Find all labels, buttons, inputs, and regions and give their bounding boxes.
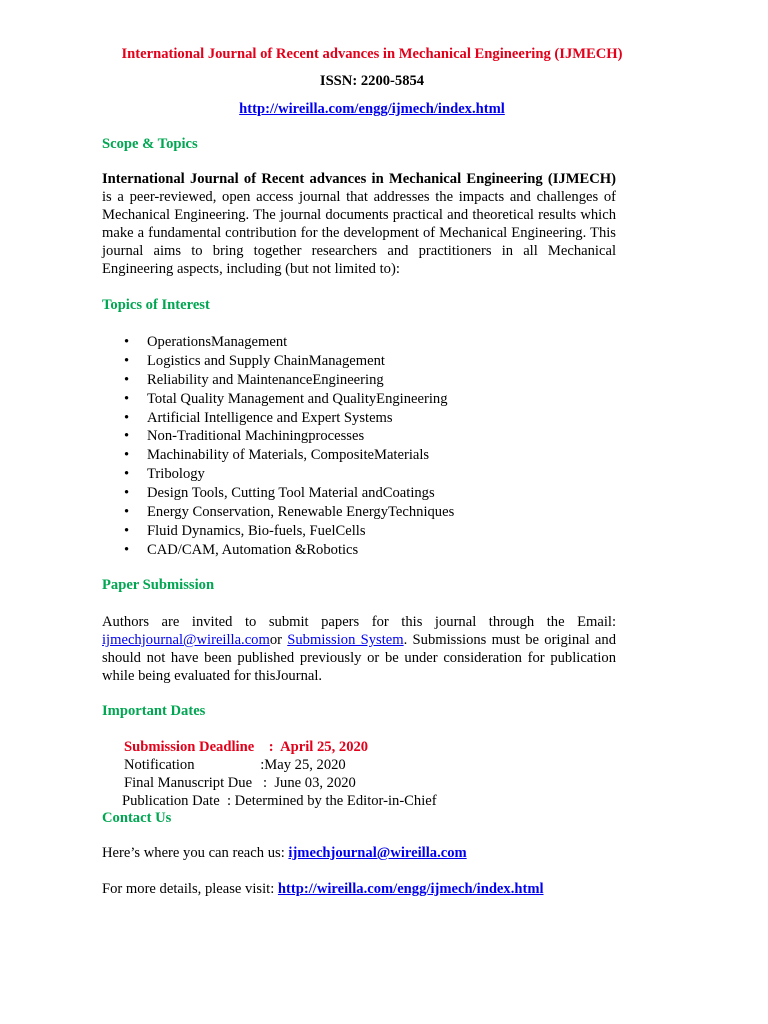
topic-item: [102, 503, 454, 522]
bullet-icon: •: [124, 466, 130, 483]
topic-label: Machinability of Materials, CompositeMaterials: [147, 447, 430, 464]
submission-text-after: . Submissions must be original and should not have been published previously or be under consideration for publication while being evaluated for thisJournal.: [102, 632, 616, 684]
bullet-icon: •: [124, 504, 130, 521]
contact-email-link[interactable]: ijmechjournal@wireilla.com: [288, 845, 467, 861]
home-link-wrapper: [102, 101, 642, 118]
contact-details-text: For more details, please visit:: [102, 881, 278, 897]
bullet-icon: •: [124, 522, 130, 539]
topic-item: [102, 522, 454, 541]
scope-heading: Scope & Topics: [102, 136, 198, 152]
submission-deadline: Submission Deadline : April 25, 2020: [124, 739, 369, 755]
topic-label: Tribology: [147, 466, 205, 483]
important-dates: [102, 738, 616, 810]
submission-system-link[interactable]: Submission System: [287, 632, 404, 648]
bullet-icon: •: [124, 352, 130, 369]
bullet-icon: •: [124, 371, 130, 388]
topics-list: [102, 333, 454, 560]
topics-heading: Topics of Interest: [102, 297, 210, 313]
scope-paragraph: [102, 170, 616, 278]
topic-item: [102, 390, 454, 409]
issn: ISSN: 2200-5854: [319, 73, 425, 89]
contact-reach-text: Here’s where you can reach us:: [102, 845, 289, 861]
bullet-icon: •: [124, 409, 130, 426]
topic-item: [102, 541, 454, 560]
topic-label: Fluid Dynamics, Bio-fuels, FuelCells: [147, 522, 366, 539]
bullet-icon: •: [124, 428, 130, 445]
contact-details-link[interactable]: http://wireilla.com/engg/ijmech/index.html: [277, 881, 544, 897]
topic-item: [102, 371, 454, 390]
submission-paragraph: [102, 613, 616, 685]
contact-reach-line: [102, 845, 467, 862]
topic-item: [102, 333, 454, 352]
topic-item: [102, 352, 454, 371]
topic-label: CAD/CAM, Automation &Robotics: [147, 541, 359, 558]
journal-title: International Journal of Recent advances in Mechanical Engineering (IJMECH): [121, 46, 623, 62]
bullet-icon: •: [124, 334, 130, 350]
submission-email-link[interactable]: ijmechjournal@wireilla.com: [102, 632, 270, 648]
bullet-icon: •: [124, 447, 130, 464]
dates-heading: Important Dates: [102, 703, 206, 719]
submission-text-or: or: [269, 632, 288, 648]
topic-item: [102, 465, 454, 484]
publication-date: Publication Date : Determined by the Editor-in-Chief: [122, 793, 437, 809]
topic-item: [102, 409, 454, 428]
contact-details-line: [102, 881, 544, 898]
bullet-icon: •: [124, 485, 130, 502]
topic-item: [102, 484, 454, 503]
topic-label: Design Tools, Cutting Tool Material andCoatings: [147, 485, 435, 502]
notification-date: Notification :May 25, 2020: [124, 757, 346, 773]
contact-heading: Contact Us: [102, 810, 172, 826]
journal-home-link[interactable]: http://wireilla.com/engg/ijmech/index.html: [239, 101, 505, 117]
submission-text-before: Authors are invited to submit papers for this journal through the Email:: [102, 614, 616, 630]
topic-label: Reliability and MaintenanceEngineering: [147, 371, 384, 388]
final-manuscript-date: Final Manuscript Due : June 03, 2020: [124, 775, 356, 791]
topic-label: OperationsManagement: [147, 334, 288, 350]
bullet-icon: •: [124, 390, 130, 407]
topic-label: Artificial Intelligence and Expert Systems: [147, 409, 393, 426]
scope-journal-name: International Journal of Recent advances in Mechanical Engineering (IJMECH): [102, 171, 616, 187]
bullet-icon: •: [124, 541, 130, 558]
topic-item: [102, 427, 454, 446]
topic-label: Logistics and Supply ChainManagement: [147, 352, 385, 369]
topic-label: Non-Traditional Machiningprocesses: [147, 428, 365, 445]
topic-item: [102, 446, 454, 465]
topic-label: Energy Conservation, Renewable EnergyTechniques: [147, 504, 455, 521]
scope-description: is a peer-reviewed, open access journal that addresses the impacts and challenges of Mechanical Engineering. The journal documents practical and theoretical results which make a fundamental contribution for the development of Mechanical Engineering. This journal aims to bring together researchers and practitioners in all Mechanical Engineering aspects, including (but not limited to):: [102, 189, 616, 277]
submission-heading: Paper Submission: [102, 577, 215, 593]
topic-label: Total Quality Management and QualityEngineering: [147, 390, 448, 407]
